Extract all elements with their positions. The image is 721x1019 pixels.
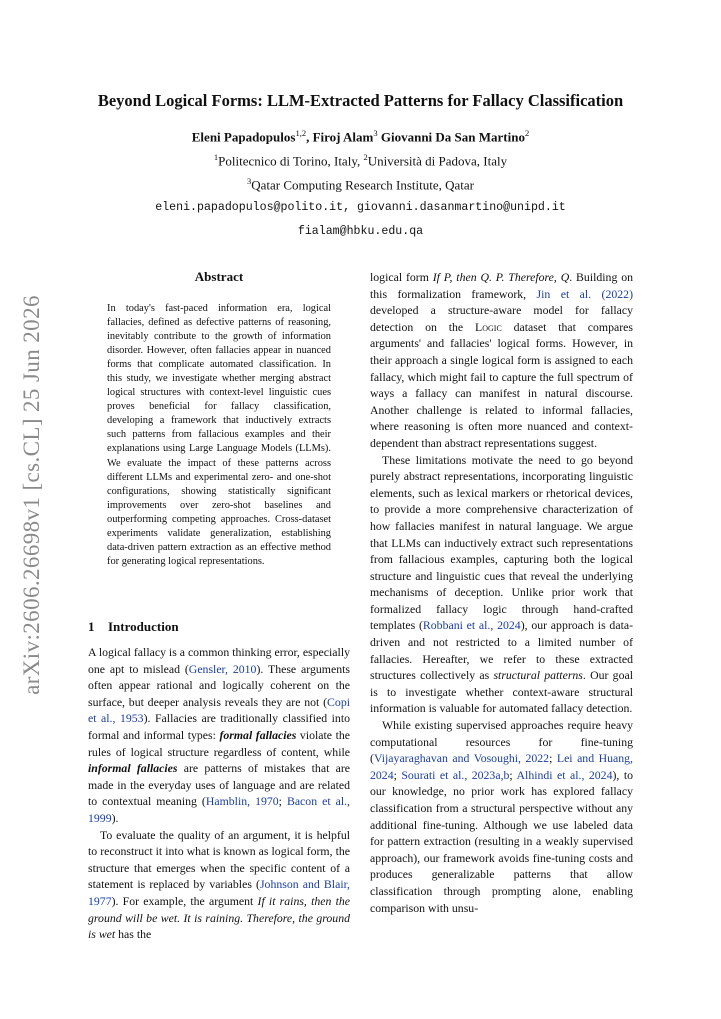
citation-link[interactable]: Vijayaraghavan and Vosoughi, 2022	[373, 751, 550, 766]
paragraph	[370, 717, 633, 916]
citation-link[interactable]: Sourati et al., 2023a,b	[401, 767, 510, 782]
author-affiliation-marker: 2	[524, 128, 530, 138]
paragraph	[88, 644, 350, 827]
text-run: developed a structure-aware model for fallacy detection on the	[370, 303, 633, 334]
text-run: dataset that compares arguments' and fallacies' logical forms. However, in their approach a single logical form is assigned to each fallacy, which might fail to capture the full spectrum of ways a fallacy can manifest in natural discourse. Another challenge is related to informal fallacies, where reasoning is often more nuanced and context-dependent than abstract representations suggest.	[370, 319, 633, 450]
emphasis-term: structural patterns	[493, 668, 583, 683]
author-name: Firoj Alam	[312, 129, 374, 145]
author-name: Giovanni Da San Martino	[380, 129, 525, 145]
text-run: has the	[115, 927, 152, 942]
citation-link[interactable]: Alhindi et al., 2024	[516, 767, 613, 782]
affiliation-marker: 3	[247, 176, 252, 186]
affiliation-text: Politecnico di Torino, Italy,	[218, 153, 364, 169]
dataset-name: Logic	[475, 319, 502, 334]
author-list	[0, 128, 721, 145]
text-run: ;	[509, 767, 517, 782]
citation-link[interactable]: Hamblin, 1970	[205, 794, 279, 809]
affiliation-marker: 2	[363, 152, 368, 162]
text-run: ), our approach is data-driven and not restricted to a limited number of fallacies. Hereafter, we refer to these extracted structures collectively as	[370, 618, 634, 683]
author-affiliation-marker: 3	[373, 128, 378, 138]
text-run: . Our goal is to investigate whether context-aware structural information is valuable for automated fallacy detection.	[370, 668, 633, 716]
text-run: A logical fallacy is a common thinking error, especially one apt to mislead (	[88, 645, 350, 676]
author-separator: ,	[306, 129, 313, 145]
citation-link[interactable]: Lei and Huang, 2024	[370, 751, 633, 782]
example-argument: If it rains, then the ground will be wet. It is raining. Therefore, the ground is wet	[88, 893, 350, 942]
emphasis-term: formal fallacies	[219, 727, 297, 742]
author-emails-line-1: eleni.papadopulos@polito.it, giovanni.dasanmartino@unipd.it	[155, 201, 566, 214]
section-number: 1	[88, 619, 95, 634]
text-run: logical form	[370, 270, 433, 284]
citation-link[interactable]: Bacon et al., 1999	[88, 794, 350, 825]
text-run: ). These arguments often appear rational and logically coherent on the surface, but deeper analysis reveals they are not (	[88, 661, 350, 709]
affiliation-line-1	[0, 152, 721, 169]
text-run: ;	[393, 767, 402, 782]
abstract-body: In today's fast-paced information era, logical fallacies, defined as defective patterns of reasoning, inevitably contribute to the growth of information disorder. However, often fallacies appear in nuanced forms that complicate automated classification. In this study, we investigate whether merging abstract logical structures with context-level linguistic cues proves beneficial for fallacy classification, developing a framework that inductively extracts such patterns from fallacious examples and their explanations using Large Language Models (LLMs). We evaluate the impact of these patterns across different LLMs and experimental zero- and one-shot configurations, showing statistically significant improvements over zero-shot baselines and outperforming competing approaches. Cross-dataset experiments validate generalization, establishing data-driven pattern extraction as an effective method for generating logical representations.	[107, 303, 331, 567]
left-column-body	[88, 644, 350, 943]
citation-link[interactable]: Johnson and Blair, 1977	[88, 877, 350, 908]
arxiv-identifier-text: arXiv:2606.26698v1 [cs.CL] 25 Jun 2026	[19, 295, 44, 695]
author-emails-line-2: fialam@hbku.edu.qa	[297, 225, 424, 238]
text-run: violate the rules of logical structure regardless of content, while	[88, 727, 350, 759]
text-run: ).	[111, 810, 119, 825]
arxiv-identifier	[14, 295, 50, 695]
abstract-heading: Abstract	[194, 269, 244, 284]
emphasis-term: informal fallacies	[88, 761, 178, 776]
logical-form-example: If P, then Q. P. Therefore, Q	[432, 270, 570, 284]
text-run: ;	[549, 751, 557, 766]
paragraph	[370, 269, 633, 452]
text-run: are patterns of mistakes that are made in the everyday uses of language and are related to contextual meaning (	[88, 761, 351, 809]
affiliation-text: Qatar Computing Research Institute, Qatar	[251, 177, 474, 193]
affiliation-marker: 1	[213, 152, 219, 162]
text-run: ). Fallacies are traditionally classified into formal and informal types:	[88, 711, 351, 742]
citation-link[interactable]: Gensler, 2010	[188, 661, 257, 676]
author-name: Eleni Papadopulos	[191, 129, 296, 145]
text-run: These limitations motivate the need to go beyond purely abstract representations, incorporating linguistic elements, such as lexical markers or rhetorical devices, to provide a more comprehensive characterization of how fallacies manifest in natural language. We argue that LLMs can inductively extract such representations from fallacious examples, capturing both the logical structure and linguistic cues that reveal the underlying mechanisms of deception. Unlike prior work that formalized fallacy logic through hand-crafted templates (	[370, 452, 633, 633]
text-run: While existing supervised approaches require heavy computational resources for fine-tuning (	[370, 718, 633, 766]
affiliation-line-2	[0, 176, 721, 193]
right-column-body	[370, 269, 633, 916]
citation-link[interactable]: Robbani et al., 2024	[422, 618, 521, 633]
paper-title: Beyond Logical Forms: LLM-Extracted Patterns for Fallacy Classification	[97, 91, 624, 110]
section-heading-introduction	[88, 619, 179, 635]
paragraph	[370, 452, 633, 718]
author-affiliation-marker: 1,2	[295, 128, 307, 138]
text-run: ), to our knowledge, no prior work has explored fallacy classification from a structural perspective without any additional fine-tuning. Although we use labeled data for pattern extraction (resulting in a weakly supervised approach), our framework avoids fine-tuning costs and produces generalizable patterns that allow classification through prompting alone, enabling comparison with unsu-	[370, 767, 634, 915]
affiliation-text: Università di Padova, Italy	[367, 153, 508, 169]
text-run: To evaluate the quality of an argument, it is helpful to reconstruct it into what is known as logical form, the structure that emerges when the specific content of a statement is replaced by variables (	[88, 827, 350, 892]
citation-link[interactable]: Jin et al. (2022)	[536, 286, 633, 301]
paragraph	[88, 827, 350, 943]
section-title: Introduction	[108, 619, 179, 634]
text-run: ;	[278, 794, 287, 809]
citation-link[interactable]: Copi et al., 1953	[88, 694, 350, 726]
text-run: ). For example, the argument	[111, 893, 258, 908]
text-run: . Building on this formalization framework,	[370, 270, 633, 301]
